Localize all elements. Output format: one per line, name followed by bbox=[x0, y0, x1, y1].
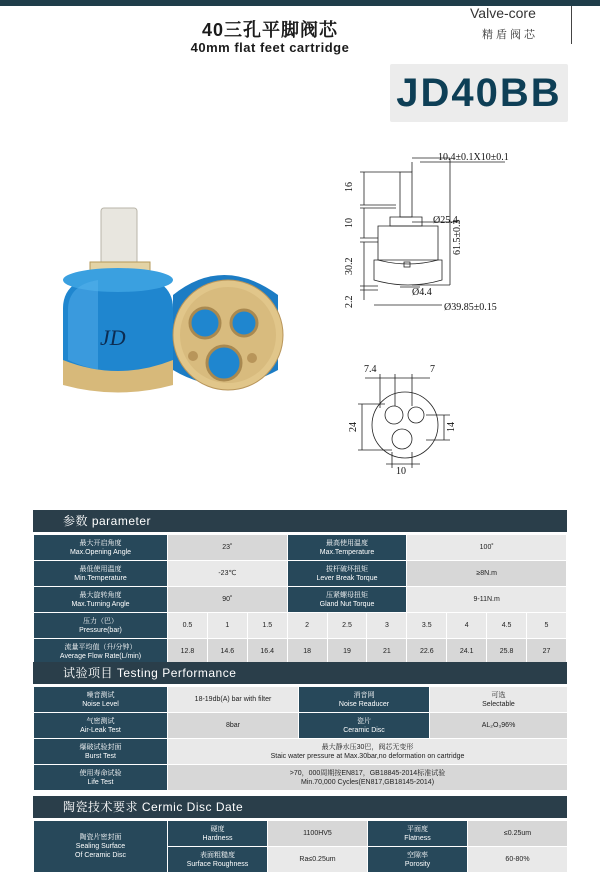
table-row bbox=[34, 713, 568, 739]
max-temp-label: 最高使用温度 Max.Temperature bbox=[287, 535, 407, 561]
lever-torque-label: 拔杆破坏扭矩 Lever Break Torque bbox=[287, 561, 407, 587]
dim-10: 10 bbox=[344, 218, 355, 228]
reducer-label: 消音网 Noise Readucer bbox=[299, 687, 430, 713]
pressure-cell: 2 bbox=[287, 613, 327, 639]
flow-cell: 19 bbox=[327, 639, 367, 665]
flow-cell: 25.8 bbox=[487, 639, 527, 665]
reducer-value: 可选 Selectable bbox=[430, 687, 568, 713]
dim-39-85: Ø39.85±0.15 bbox=[444, 302, 497, 313]
sealing-surface-label: 陶瓷片密封面 Sealing Surface Of Ceramic Disc bbox=[34, 821, 168, 873]
flow-rate-label: 流量平均值（升/分钟） Average Flow Rate(L/min) bbox=[34, 639, 168, 665]
page-title-en: 40mm flat feet cartridge bbox=[190, 40, 350, 55]
hardness-label: 硬度 Hardness bbox=[168, 821, 268, 847]
ceramic-disc-value: AL₂O₃96% bbox=[430, 713, 568, 739]
dim-30-2: 30.2 bbox=[344, 257, 355, 275]
life-test-value: >70，000周期按EN817，GB18845-2014标准试验 Min.70,000 Cycles(EN817,GB18145-2014) bbox=[168, 765, 568, 791]
flow-cell: 12.8 bbox=[168, 639, 208, 665]
burst-test-label: 爆破试验封面 Burst Test bbox=[34, 739, 168, 765]
dim-stem-size: 10.4±0.1X10±0.1 bbox=[438, 152, 509, 163]
dim-2-2: 2.2 bbox=[344, 295, 355, 308]
hardness-value: 1100HV5 bbox=[268, 821, 368, 847]
porosity-label: 空隙率 Porosity bbox=[368, 847, 468, 873]
pressure-cell: 1 bbox=[207, 613, 247, 639]
testing-table bbox=[33, 686, 568, 791]
min-temp-label: 最低使用温度 Min.Temperature bbox=[34, 561, 168, 587]
pressure-cell: 2.5 bbox=[327, 613, 367, 639]
dim-24: 24 bbox=[348, 422, 359, 432]
ceramic-heading: 陶瓷技术要求 Cermic Disc Date bbox=[33, 796, 567, 818]
bottom-dimension-drawing bbox=[350, 360, 470, 475]
product-logo: JD bbox=[100, 325, 126, 350]
pressure-cell: 5 bbox=[527, 613, 567, 639]
pressure-cell: 4 bbox=[447, 613, 487, 639]
gland-torque-label: 压紧螺母扭矩 Gland Nut Torque bbox=[287, 587, 407, 613]
table-row bbox=[34, 535, 567, 561]
dim-10-bottom: 10 bbox=[396, 466, 406, 477]
pressure-cell: 3 bbox=[367, 613, 407, 639]
burst-test-value: 最大静水压30巴，阀芯无变形 Staic water pressure at Max.30bar,no deformation on cartridge bbox=[168, 739, 568, 765]
flow-cell: 27 bbox=[527, 639, 567, 665]
flatness-value: ≤0.25um bbox=[468, 821, 568, 847]
max-temp-value: 100˚ bbox=[407, 535, 567, 561]
opening-angle-label: 最大开启角度 Max.Opening Angle bbox=[34, 535, 168, 561]
dim-14: 14 bbox=[446, 422, 457, 432]
table-row bbox=[34, 587, 567, 613]
turning-angle-value: 90˚ bbox=[168, 587, 288, 613]
ceramic-table bbox=[33, 820, 568, 873]
testing-heading: 试验项目 Testing Performance bbox=[33, 662, 567, 684]
dim-7-4: 7.4 bbox=[364, 364, 377, 375]
page-title-cn: 40三孔平脚阀芯 bbox=[201, 20, 339, 40]
opening-angle-value: 23˚ bbox=[168, 535, 288, 561]
flow-cell: 21 bbox=[367, 639, 407, 665]
life-test-label: 使用寿命试验 Life Test bbox=[34, 765, 168, 791]
flow-cell: 14.6 bbox=[207, 639, 247, 665]
cartridge-bottom-view bbox=[173, 275, 283, 390]
table-row bbox=[34, 739, 568, 765]
noise-label: 噪音测试 Noise Level bbox=[34, 687, 168, 713]
dim-height: 61.5±0.3 bbox=[452, 219, 463, 255]
table-row bbox=[34, 765, 568, 791]
cartridge-side-view bbox=[63, 208, 173, 393]
air-leak-label: 气密测试 Air-Leak Test bbox=[34, 713, 168, 739]
flow-cell: 18 bbox=[287, 639, 327, 665]
flow-cell: 16.4 bbox=[247, 639, 287, 665]
pressure-cell: 3.5 bbox=[407, 613, 447, 639]
category-en: Valve-core bbox=[470, 5, 536, 21]
table-row bbox=[34, 613, 567, 639]
table-row bbox=[34, 821, 568, 847]
side-dimension-drawing bbox=[340, 150, 570, 325]
model-number: JD40BB bbox=[390, 64, 568, 122]
pressure-cell: 0.5 bbox=[168, 613, 208, 639]
gland-torque-value: 9-11N.m bbox=[407, 587, 567, 613]
ceramic-disc-label: 瓷片 Ceramic Disc bbox=[299, 713, 430, 739]
dim-16: 16 bbox=[344, 182, 355, 192]
dim-7: 7 bbox=[430, 364, 435, 375]
flow-cell: 22.6 bbox=[407, 639, 447, 665]
turning-angle-label: 最大旋转角度 Max.Turning Angle bbox=[34, 587, 168, 613]
roughness-label: 表面粗糙度 Surface Roughness bbox=[168, 847, 268, 873]
porosity-value: 60-80% bbox=[468, 847, 568, 873]
table-row bbox=[34, 639, 567, 665]
dim-25-4: Ø25.4 bbox=[433, 215, 458, 226]
parameter-heading: 参数 parameter bbox=[33, 510, 567, 532]
product-photo bbox=[58, 200, 288, 400]
flow-cell: 24.1 bbox=[447, 639, 487, 665]
lever-torque-value: ≥8N.m bbox=[407, 561, 567, 587]
min-temp-value: -23℃ bbox=[168, 561, 288, 587]
roughness-value: Ra≤0.25um bbox=[268, 847, 368, 873]
pressure-cell: 4.5 bbox=[487, 613, 527, 639]
dim-4-4: Ø4.4 bbox=[412, 287, 432, 298]
flatness-label: 平面度 Flatness bbox=[368, 821, 468, 847]
parameter-table bbox=[33, 534, 567, 665]
table-row bbox=[34, 687, 568, 713]
pressure-label: 压力（巴） Pressure(bar) bbox=[34, 613, 168, 639]
table-row bbox=[34, 561, 567, 587]
category-cn: 精盾阀芯 bbox=[482, 29, 538, 41]
air-leak-value: 8bar bbox=[168, 713, 299, 739]
noise-value: 18-19db(A) bar with filter bbox=[168, 687, 299, 713]
pressure-cell: 1.5 bbox=[247, 613, 287, 639]
